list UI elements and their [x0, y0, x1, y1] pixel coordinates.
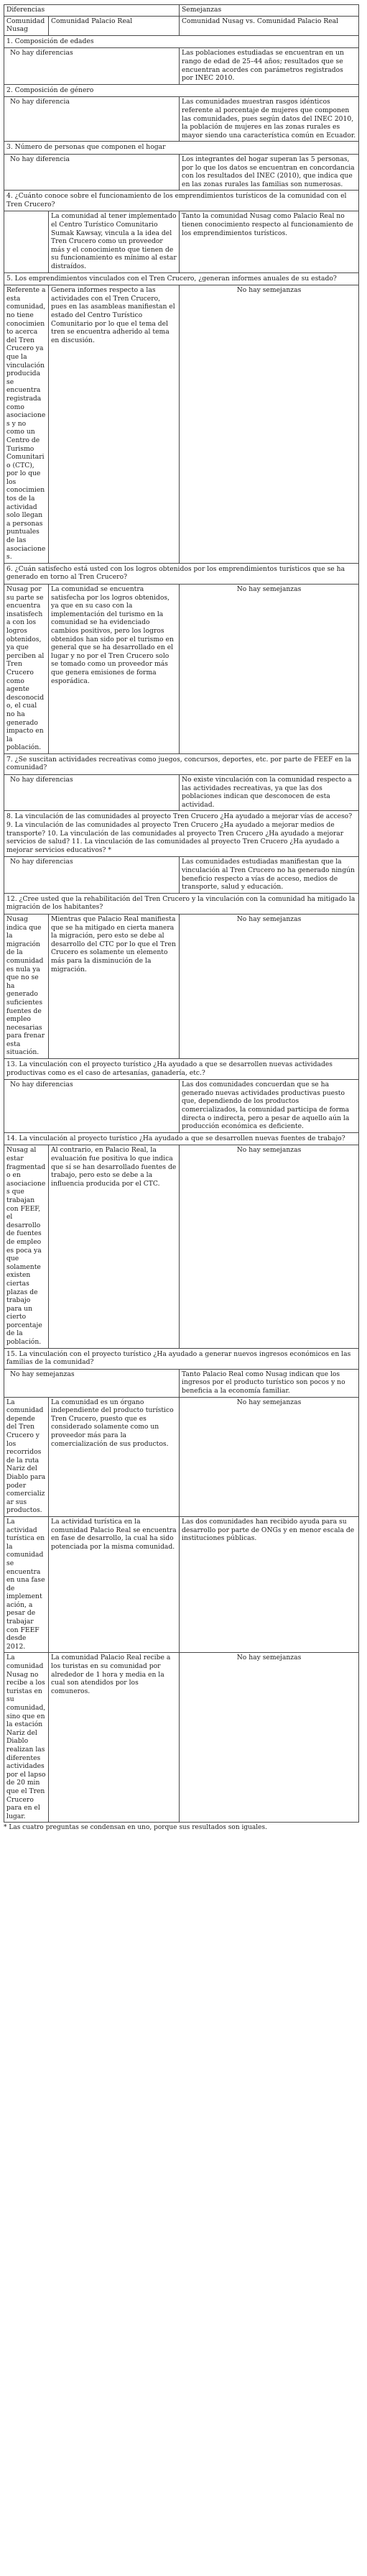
- palacio-real-cell: Mientras que Palacio Real manifiesta que se ha mitigado en cierta manera la migración, pero esto se debe al desarrollo del CTC por lo que el Tren Crucero es solamente un elemento más para la disminución de la migración.: [49, 914, 180, 1058]
- palacio-real-cell: Al contrario, en Palacio Real, la evaluación fue positiva lo que indica que sí se han desarrollado fuentes de trabajo, pero esto se debe a la influencia producida por el CTC.: [49, 1145, 180, 1348]
- section-title-row: [4, 191, 359, 211]
- section-title-row: [4, 1059, 359, 1080]
- nusag-cell: Referente a esta comunidad, no tiene conocimiento acerca del Tren Crucero ya que la vinculación producida se encuentra registrada como asociaciones y no como un Centro de Turismo Comunitario (CTC), por lo que los conocimientos de la actividad solo llegan a personas puntuales de las asociaciones.: [4, 285, 49, 564]
- similarities-cell: Tanto la comunidad Nusag como Palacio Real no tienen conocimiento respecto al funcionamiento de los emprendimientos turísticos.: [180, 211, 359, 272]
- section-title: 13. La vinculación con el proyecto turístico ¿Ha ayudado a que se desarrollen nuevas actividades productivas como es el caso de artesanías, ganadería, etc.?: [4, 1059, 359, 1080]
- similarities-cell: Los integrantes del hogar superan las 5 personas, por lo que los datos se encuentran en concordancia con los resultados del INEC (2010), que indica que en las zonas rurales las familias son numerosas.: [180, 154, 359, 190]
- comparison-table: [4, 4, 359, 1823]
- section-title-row: [4, 811, 359, 857]
- header-col-palacio: Comunidad Palacio Real: [49, 16, 180, 35]
- header-row-top: [4, 5, 359, 17]
- similarities-cell: No hay semejanzas: [180, 585, 359, 754]
- section-title-row: [4, 1132, 359, 1145]
- section-title-row: [4, 893, 359, 914]
- footnote: * Las cuatro preguntas se condensan en uno, porque sus resultados son iguales.: [4, 1824, 267, 1831]
- table-row: [4, 1080, 359, 1133]
- section-title: 14. La vinculación al proyecto turístico ¿Ha ayudado a que se desarrollen nuevas fuentes de trabajo?: [4, 1132, 359, 1145]
- similarities-cell: Las comunidades estudiadas manifiestan que la vinculación al Tren Crucero no ha generado ningún beneficio respecto a vías de acceso, medios de transporte, salud y educación.: [180, 857, 359, 893]
- header-row-sub: [4, 16, 359, 35]
- table-row: [4, 857, 359, 893]
- section-title: 6. ¿Cuán satisfecho está usted con los logros obtenidos por los emprendimientos turísticos que se ha generado en torno al Tren Crucero?: [4, 563, 359, 584]
- similarities-cell: No hay semejanzas: [180, 285, 359, 564]
- section-title: 4. ¿Cuánto conoce sobre el funcionamiento de los emprendimientos turísticos de la comunidad con el Tren Crucero?: [4, 191, 359, 211]
- palacio-real-cell: Genera informes respecto a las actividades con el Tren Crucero, pues en las asambleas manifiestan el estado del Centro Turístico Comunitario por lo que el tema del tren se encuentra adherido al tema en discusión.: [49, 285, 180, 564]
- similarities-cell: Las poblaciones estudiadas se encuentran en un rango de edad de 25–44 años; resultados que se encuentran acordes con parámetros registrados por INEC 2010.: [180, 48, 359, 84]
- section-title-row: [4, 142, 359, 155]
- nusag-cell: La actividad turística en la comunidad se encuentra en una fase de implementación, a pesar de trabajar con FEEF desde 2012.: [4, 1516, 49, 1653]
- header-col-nusag: Comunidad Nusag: [4, 16, 49, 35]
- differences-cell: No hay semejanzas: [4, 1369, 180, 1397]
- table-row: [4, 775, 359, 811]
- differences-cell: No hay diferencia: [4, 154, 180, 190]
- section-title-row: [4, 272, 359, 285]
- section-title: 2. Composición de género: [4, 84, 359, 97]
- palacio-real-cell: La comunidad Palacio Real recibe a los turistas en su comunidad por alrededor de 1 hora y media en la cual son atendidos por los comuneros.: [49, 1653, 180, 1823]
- similarities-cell: Tanto Palacio Real como Nusag indican que los ingresos por el producto turístico son pocos y no beneficia a la economía familiar.: [180, 1369, 359, 1397]
- table-row: [4, 1369, 359, 1397]
- section-title: 8. La vinculación de las comunidades al proyecto Tren Crucero ¿Ha ayudado a mejorar vías de acceso? 9. La vinculación de las comunidades al proyecto Tren Crucero ¿Ha ayudado a mejorar medios de transporte? 10. La vinculación de las comunidades al proyecto Tren Crucero ¿Ha ayudado a mejorar servicios de salud? 11. La vinculación de las comunidades al proyecto Tren Crucero ¿Ha ayudado a mejorar servicios educativos? *: [4, 811, 359, 857]
- section-title-row: [4, 753, 359, 774]
- section-title-row: [4, 35, 359, 48]
- table-row: [4, 285, 359, 564]
- section-title: 1. Composición de edades: [4, 35, 359, 48]
- palacio-real-cell: La actividad turística en la comunidad Palacio Real se encuentra en fase de desarrollo, la cual ha sido potenciada por la misma comunidad.: [49, 1516, 180, 1653]
- nusag-cell: Nusag por su parte se encuentra insatisfecha con los logros obtenidos, ya que perciben al Tren Crucero como agente desconocido, el cual no ha generado impacto en la población.: [4, 585, 49, 754]
- table-row: [4, 154, 359, 190]
- differences-cell: No hay diferencias: [4, 48, 180, 84]
- similarities-cell: No hay semejanzas: [180, 1653, 359, 1823]
- section-title: 12. ¿Cree usted que la rehabilitación del Tren Crucero y la vinculación con la comunidad ha mitigado la migración de los habitantes?: [4, 893, 359, 914]
- table-row: [4, 48, 359, 84]
- nusag-cell: Nusag al estar fragmentado en asociaciones que trabajan con FEEF, el desarrollo de fuentes de empleo es poca ya que solamente existen ciertas plazas de trabajo para un cierto porcentaje de la población.: [4, 1145, 49, 1348]
- table-row: [4, 585, 359, 754]
- section-title-row: [4, 563, 359, 584]
- similarities-cell: No existe vinculación con la comunidad respecto a las actividades recreativas, ya que las dos poblaciones indican que desconocen de esta actividad.: [180, 775, 359, 811]
- header-differences: Diferencias: [4, 5, 180, 17]
- similarities-cell: No hay semejanzas: [180, 1397, 359, 1516]
- table-row: [4, 914, 359, 1058]
- palacio-real-cell: La comunidad se encuentra satisfecha por los logros obtenidos, ya que en su caso con la implementación del turismo en la comunidad se ha evidenciado cambios positivos, pero los logros obtenidos han sido por el turismo en general que se ha desarrollado en el lugar y no por el Tren Crucero solo se tomado como un proveedor más que genera emisiones de forma esporádica.: [49, 585, 180, 754]
- section-title-row: [4, 84, 359, 97]
- palacio-real-cell: La comunidad al tener implementado el Centro Turístico Comunitario Sumak Kawsay, vincula a la idea del Tren Crucero como un proveedor más y el conocimiento que tienen de su funcionamiento es mínimo al estar distraídos.: [49, 211, 180, 272]
- section-title: 3. Número de personas que componen el hogar: [4, 142, 359, 155]
- section-title: 5. Los emprendimientos vinculados con el Tren Crucero, ¿generan informes anuales de su estado?: [4, 272, 359, 285]
- section-title: 7. ¿Se suscitan actividades recreativas como juegos, concursos, deportes, etc. por parte de FEEF en la comunidad?: [4, 753, 359, 774]
- table-row: [4, 1397, 359, 1516]
- nusag-cell: Nusag indica que la migración de la comunidad es nula ya que no se ha generado suficientes fuentes de empleo necesarias para frenar esta situación.: [4, 914, 49, 1058]
- similarities-cell: Las dos comunidades concuerdan que se ha generado nuevas actividades productivas puesto que, dependiendo de los productos comercializados, la comunidad participa de forma directa o indirecta, pero a pesar de aquello aún la producción económica es deficiente.: [180, 1080, 359, 1133]
- nusag-cell: [4, 211, 49, 272]
- differences-cell: No hay diferencia: [4, 97, 180, 142]
- table-row: [4, 1145, 359, 1348]
- similarities-cell: No hay semejanzas: [180, 1145, 359, 1348]
- differences-cell: No hay diferencias: [4, 857, 180, 893]
- header-similarities: Semejanzas: [180, 5, 359, 17]
- similarities-cell: Las dos comunidades han recibido ayuda para su desarrollo por parte de ONGs y en menor escala de instituciones públicas.: [180, 1516, 359, 1653]
- nusag-cell: La comunidad Nusag no recibe a los turistas en su comunidad, sino que en la estación Nariz del Diablo realizan las diferentes actividades por el lapso de 20 min que el Tren Crucero para en el lugar.: [4, 1653, 49, 1823]
- differences-cell: No hay diferencias: [4, 775, 180, 811]
- differences-cell: No hay diferencias: [4, 1080, 180, 1133]
- section-title-row: [4, 1348, 359, 1369]
- section-title: 15. La vinculación con el proyecto turístico ¿Ha ayudado a generar nuevos ingresos económicos en las familias de la comunidad?: [4, 1348, 359, 1369]
- table-row: [4, 97, 359, 142]
- similarities-cell: No hay semejanzas: [180, 914, 359, 1058]
- palacio-real-cell: La comunidad es un órgano independiente del producto turístico Tren Crucero, puesto que es considerado solamente como un proveedor más para la comercialización de sus productos.: [49, 1397, 180, 1516]
- nusag-cell: La comunidad depende del Tren Crucero y los recorridos de la ruta Nariz del Diablo para poder comercializar sus productos.: [4, 1397, 49, 1516]
- table-row: [4, 1653, 359, 1823]
- similarities-cell: Las comunidades muestran rasgos idénticos referente al porcentaje de mujeres que componen las comunidades, pues según datos del INEC 2010, la población de mujeres en las zonas rurales es mayor siendo una característica común en Ecuador.: [180, 97, 359, 142]
- table-row: [4, 211, 359, 272]
- table-row: [4, 1516, 359, 1653]
- header-col-both: Comunidad Nusag vs. Comunidad Palacio Real: [180, 16, 359, 35]
